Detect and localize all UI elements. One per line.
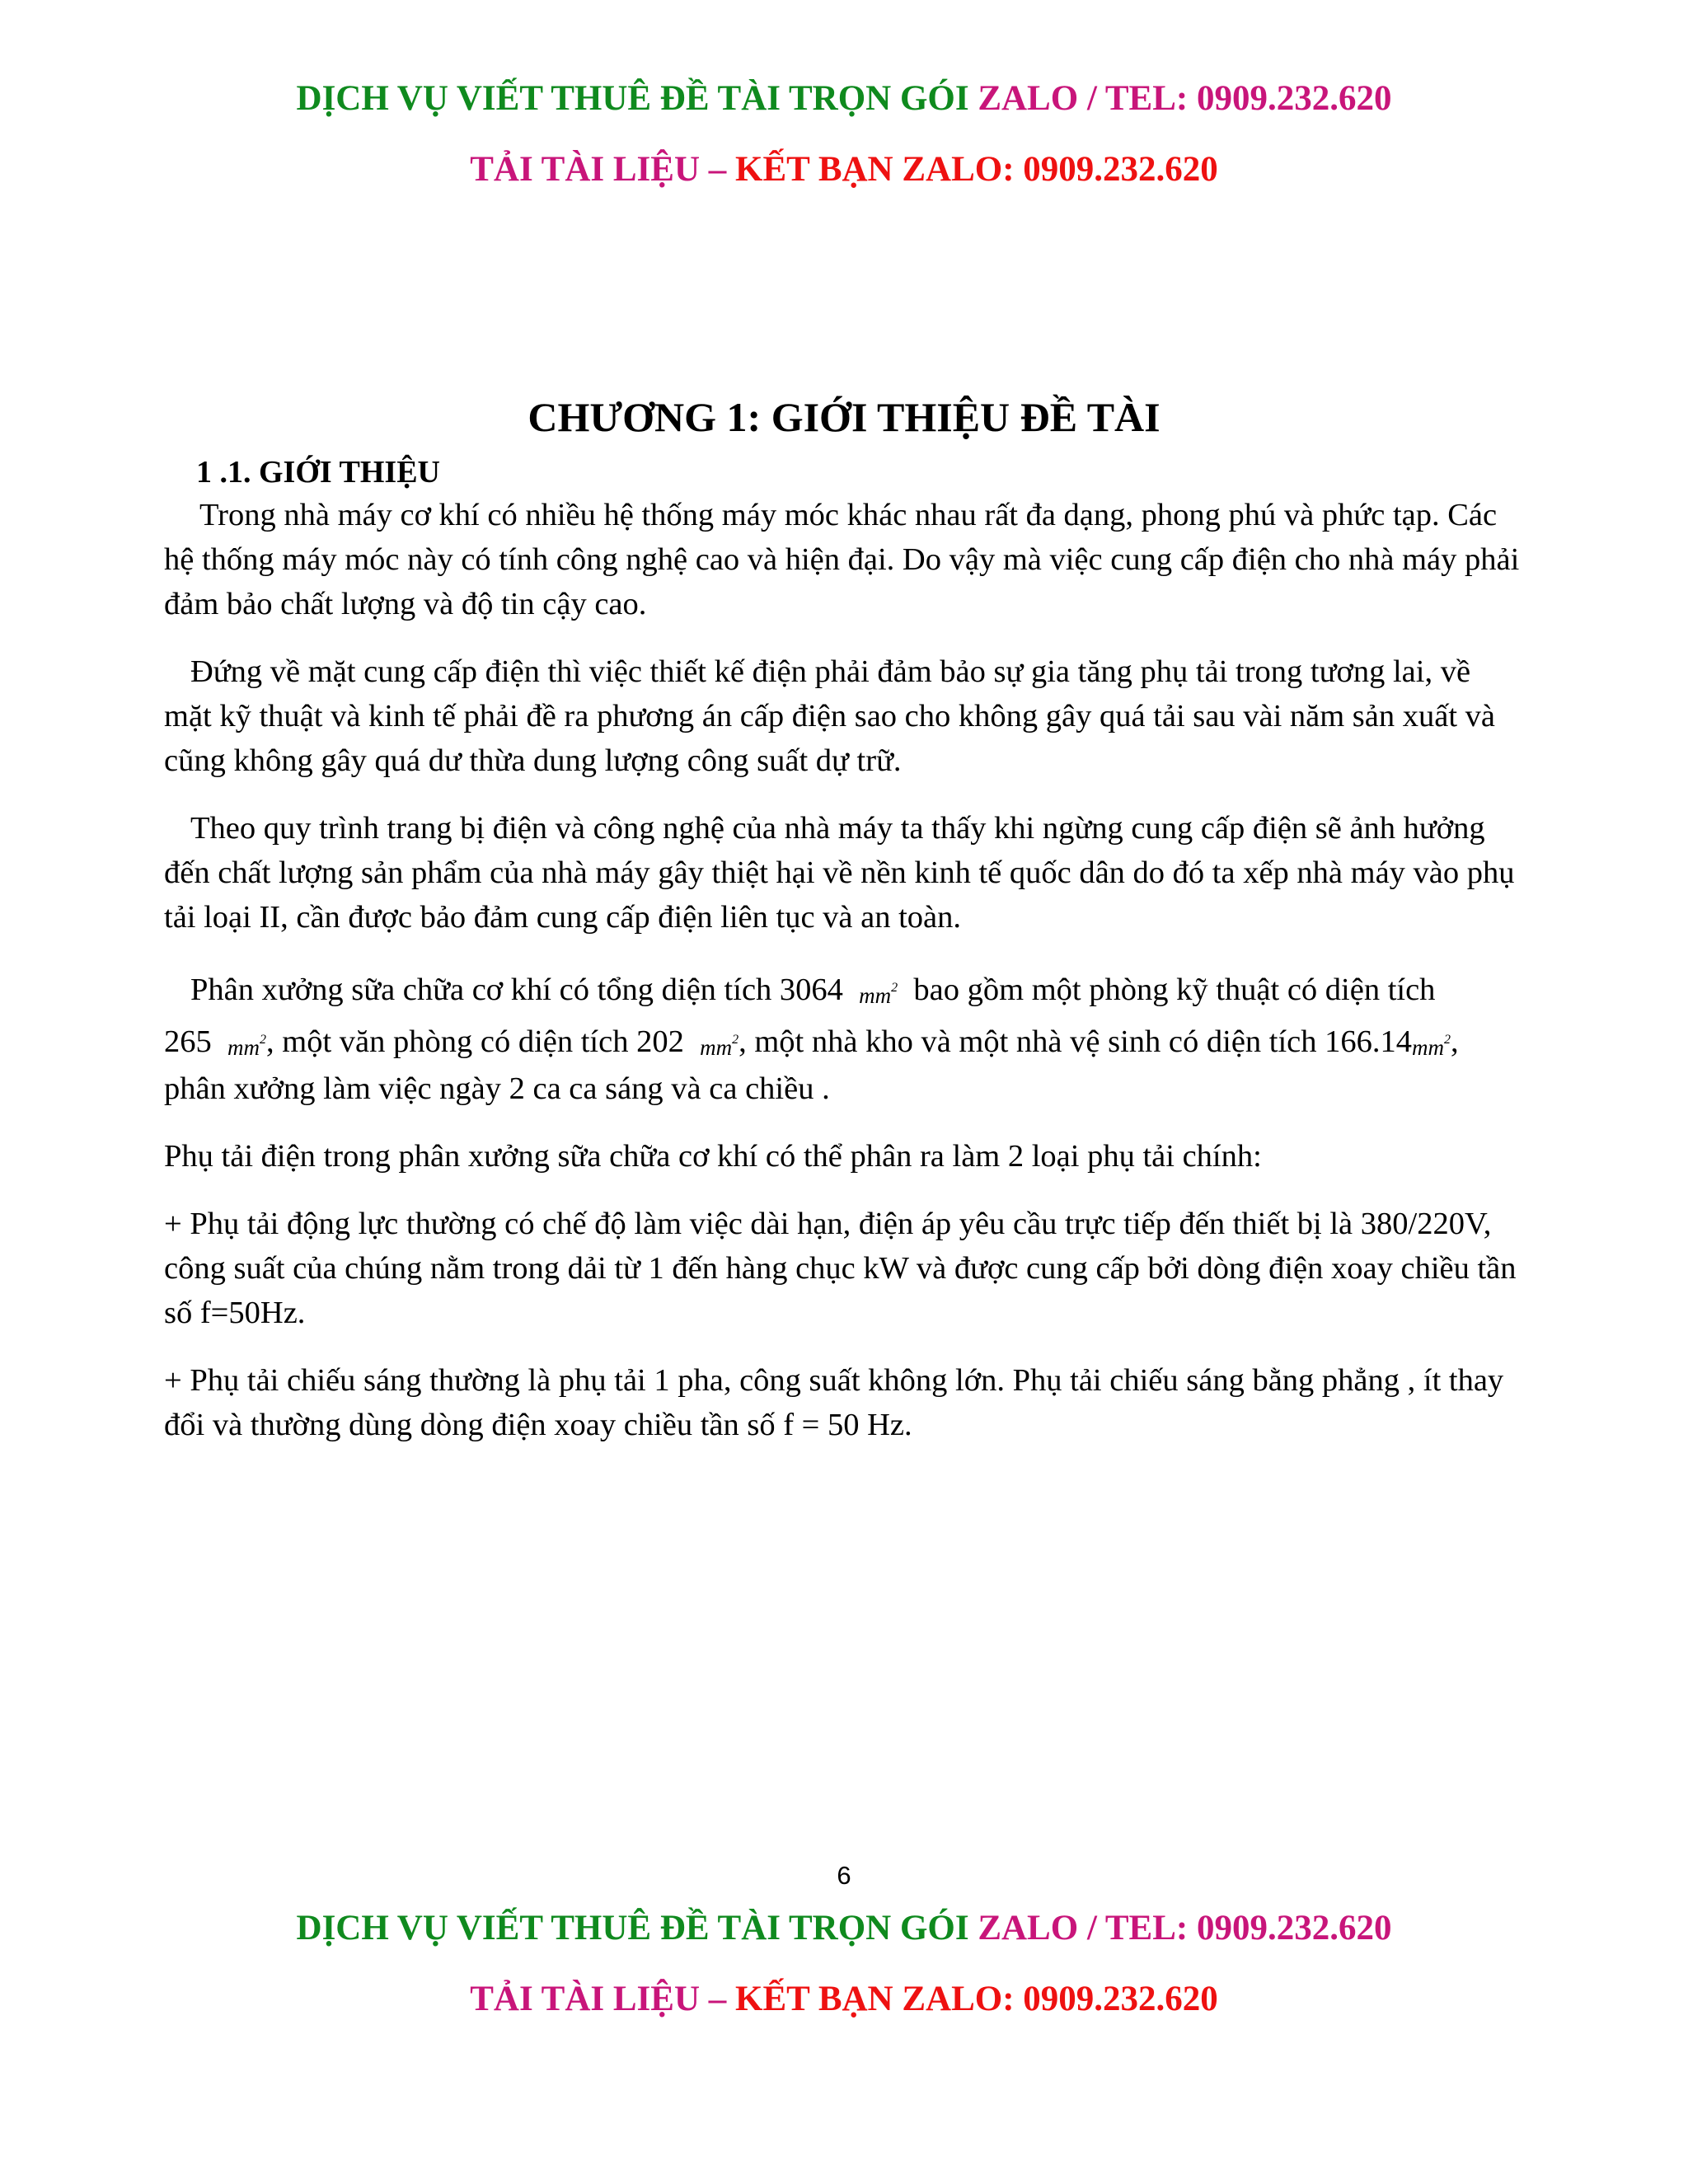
area-unit-2: $mm^2$ [227,1033,266,1060]
area-text-1: Phân xưởng sữa chữa cơ khí có tổng diện tích 3064 [190,972,843,1007]
header-banner-service [0,76,1688,122]
area-text-4: , một nhà kho và một nhà vệ sinh có diện tích 166.14 [738,1024,1413,1059]
page-number: 6 [837,1861,851,1890]
document-body [164,493,1524,1470]
footer-banner-service [0,1905,1688,1952]
footer-zalo-friend: KẾT BẠN ZALO: 0909.232.620 [735,1980,1218,2018]
footer-service-text: DỊCH VỤ VIẾT THUÊ ĐỀ TÀI TRỌN GÓI [296,1909,969,1947]
area-text-3: , một văn phòng có diện tích 202 [266,1024,684,1059]
header-zalo-tel: ZALO / TEL: 0909.232.620 [978,79,1392,118]
header-banner-download [0,147,1688,193]
footer-download-text: TẢI TÀI LIỆU – [470,1980,727,2018]
header-download-text: TẢI TÀI LIỆU – [470,150,727,189]
area-text-5: , phân xưởng làm việc ngày 2 ca ca sáng và ca chiều . [164,1024,1459,1106]
section-heading: 1 .1. GIỚI THIỆU [196,455,440,490]
area-unit-1: $mm^2$ [859,981,898,1008]
chapter-title: CHƯƠNG 1: GIỚI THIỆU ĐỀ TÀI [528,394,1160,440]
paragraph-intro: Trong nhà máy cơ khí có nhiều hệ thống máy móc khác nhau rất đa dạng, phong phú và phức tạp. Các hệ thống máy móc này có tính công nghệ cao và hiện đại. Do vậy mà việc cung cấp điện cho nhà máy phải đảm bảo chất lượng và độ tin cậy cao. [164,498,1520,621]
header-zalo-friend: KẾT BẠN ZALO: 0909.232.620 [735,150,1218,189]
footer-zalo-tel: ZALO / TEL: 0909.232.620 [978,1909,1392,1947]
paragraph-area [164,963,1524,1111]
header-service-text: DỊCH VỤ VIẾT THUÊ ĐỀ TÀI TRỌN GÓI [296,79,969,118]
paragraph-lighting-load: + Phụ tải chiếu sáng thường là phụ tải 1 pha, công suất không lớn. Phụ tải chiếu sáng bằng phẳng , ít thay đổi và thường dùng dòng điện xoay chiều tần số f = 50 Hz. [164,1363,1504,1442]
footer-banner-download [0,1976,1688,2022]
paragraph-design: Đứng về mặt cung cấp điện thì việc thiết kế điện phải đảm bảo sự gia tăng phụ tải trong tương lai, về mặt kỹ thuật và kinh tế phải đề ra phương án cấp điện sao cho không gây quá tải sau vài năm sản xuất và cũng không gây quá dư thừa dung lượng công suất dự trữ. [164,654,1495,778]
paragraph-power-load: + Phụ tải động lực thường có chế độ làm việc dài hạn, điện áp yêu cầu trực tiếp đến thiết bị là 380/220V, công suất của chúng nằm trong dải từ 1 đến hàng chục kW và được cung cấp bởi dòng điện xoay chiều tần số f=50Hz. [164,1207,1517,1330]
paragraph-load-class: Theo quy trình trang bị điện và công nghệ của nhà máy ta thấy khi ngừng cung cấp điện sẽ ảnh hưởng đến chất lượng sản phẩm của nhà máy gây thiệt hại về nền kinh tế quốc dân do đó ta xếp nhà máy vào phụ tải loại II, cần được bảo đảm cung cấp điện liên tục và an toàn. [164,811,1515,935]
area-unit-3: $mm^2$ [700,1033,739,1060]
area-unit-4: $mm^2$ [1412,1033,1451,1060]
paragraph-load-types: Phụ tải điện trong phân xưởng sữa chữa cơ khí có thể phân ra làm 2 loại phụ tải chính: [164,1139,1262,1174]
area-text-2: bao gồm một phòng kỹ thuật có diện tích 265 [164,972,1436,1059]
